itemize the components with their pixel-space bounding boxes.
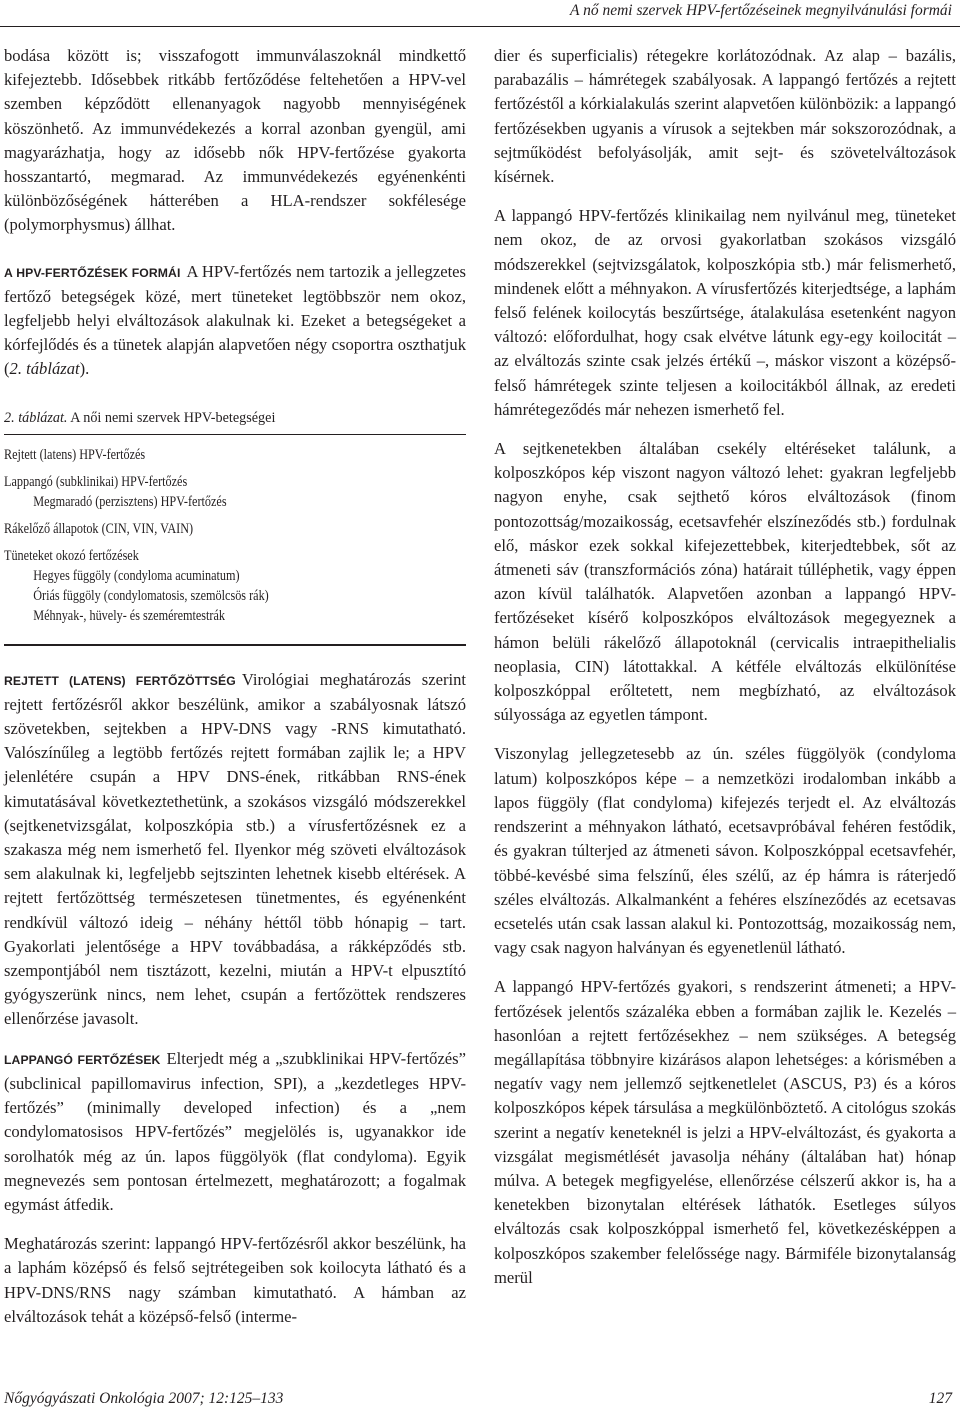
table-row: Megmaradó (perzisztens) HPV-fertőzés [33,493,227,510]
paragraph-latent-infections [4,1047,466,1217]
paragraph: dier és superficialis) rétegekre korlátozódnak. Az alap – bazális, parabazális – hámrétegek szabályosak. A lappangó fertőzés a rejtett fertőzéstől a kórkialakulás szerint alapvetően különbözik: a lappangó fertőzésekben ugyanis a vírusok a sejtekben már sokszorozódnak, a sejtműködést befolyásolják, amit sejt- és szövetelváltozások kísérnek. [494,46,956,187]
table-group [4,546,466,626]
table-label: 2. táblázat. [4,409,68,426]
left-column [4,44,466,1329]
page-number: 127 [928,1390,952,1407]
table-group [4,519,466,539]
table-group [4,445,466,465]
paragraph: A lappangó HPV-fertőzés gyakori, s rendszerint átmeneti; a HPV-fertőzések jelentős százaléka ebben a formában zajlik le. Kezelés – hasonlóan a rejtett fertőzésekhez – nem szükséges. A betegség megállapítása többnyire kizárásos alapon lehetséges: a kórismében a negatív vagy nem jellemző sejtkenetlelet (ASCUS, P3) és a kóros kolposzkópos képek társulása a megkülönböztető. A citológus szokás szerint a negatív keneteknél is jelzi a HPV-elváltozást, és gyakorta a vizsgálat megismétlését javasolja néhány (általában hat) hónap múlva. A betegek megfigyelése, ellenőrzése célszerű akkor is, ha a kenetekben bizonytalan eltérések láthatók. Esetleges súlyos elváltozás csak kolposzkóppal ismerhető fel, következésképpen a kolposzkópos szakember felelőssége nagy. Bármiféle bizonytalanság merül [494,977,956,1287]
section-heading: REJTETT (LATENS) FERTŐZÖTTSÉG [4,673,236,688]
table-reference: 2. táblázat [9,359,80,379]
table-row: Tüneteket okozó fertőzések [4,547,139,564]
table-row: Rejtett (latens) HPV-fertőzés [4,446,146,463]
table-caption [4,408,466,434]
right-column [494,44,956,1290]
section-heading: A HPV-FERTŐZÉSEK FORMÁI [4,265,181,280]
header-rule [0,26,960,27]
paragraph-hpv-forms [4,260,466,382]
table-group [4,472,466,512]
table-row: Lappangó (subklinikai) HPV-fertőzés [4,473,188,490]
table-row: Óriás függöly (condylomatosis, szemölcsös rák) [33,587,269,604]
section-heading: LAPPANGÓ FERTŐZÉSEK [4,1052,161,1067]
paragraph: Meghatározás szerint: lappangó HPV-fertőzésről akkor beszélünk, ha a laphám középső és felső sejtrétegeiben sok koilocyta látható és a HPV-DNS/RNS nagy számban kimutatható. A hámban az elváltozások tehát a középső-felső (interme- [4,1234,466,1326]
paragraph-text: A HPV-fertőzés nem tartozik a jellegzetes fertőző betegségek közé, mert tüneteket legtöbbször nem okoz, legfeljebb helyi elváltozások alakulnak ki. Ezeket a betegségeket a kórfejlődés és a tünetek alapján alapvetően négy csoportra oszthatjuk ( [4,261,466,379]
journal-citation: Nőgyógyászati Onkológia 2007; 12:125–133 [4,1390,284,1407]
table-row: Rákelőző állapotok (CIN, VIN, VAIN) [4,520,194,537]
paragraph: A lappangó HPV-fertőzés klinikailag nem nyilvánul meg, tüneteket nem okoz, de az orvosi gyakorlatban szokásos vizsgáló módszerekkel (sejtvizsgálatok, kolposzkópia stb.) már felismerhető, mindenek előtt a méhnyakon. A vírusfertőzés kiterjedtsége, a laphám felső felének koilocytás beszűrtsége, átalakulása esetenként nagyon változó: előfordulhat, hogy csak elvétve látunk egy-egy koilocitát – az elváltozás szinte csak jelzés értékű –, máskor viszont a középső-felső hámrétegek szinte teljesen a koilocitákból állnak, az eredeti hámrétegeződés már nehezen ismerhető fel. [494,206,956,419]
table-bottom-rule [4,644,466,646]
paragraph-text: ). [79,359,90,379]
paragraph-latent [4,668,466,1032]
running-header: A nő nemi szervek HPV-fertőzéseinek megnyilvánulási formái [570,2,952,19]
table-2 [4,408,466,646]
paragraph: Viszonylag jellegzetesebb az ún. széles függölyök (condyloma latum) kolposzkópos képe – a nemzetközi irodalomban inkább a lapos függöly (flat condyloma) kifejezés terjedt el. Az elváltozás rendszerint a méhnyakon látható, ecetsavpróbával fehéren festődik, és gyakran túlterjed az átmeneti sávon. Kolposzkóppal ecetsavfehér, többé-kevésbé sima felszínű, éles szélű, az ép hámra is ráterjedő széles elváltozás. Alkalmanként a fehéres elszíneződés az ecetsavas ecsetelés után csak lassan alakul ki. Pontozottság, mozaikosság nem, vagy csak nagyon halványan és egyenetlenül látható. [494,744,956,958]
table-row: Hegyes függöly (condyloma acuminatum) [33,567,240,584]
table-body [4,435,466,638]
paragraph-text: Virológiai meghatározás szerint rejtett fertőzésről akkor beszélünk, amikor a szabályosnak látszó szövetekben, sejtekben a HPV-DNS vagy -RNS kimutatható. Valószínűleg a legtöbb fertőzés rejtett formában zajlik le; a HPV jelenlétére csupán a HPV DNS-ének, ritkábban RNS-ének kimutatásával következtethetünk, a szokásos vizsgáló módszerekkel (sejtkenetvizsgálat, kolposzkópia stb.) a vírusfertőzésnek ez a szakasza még nem ismerhető fel. Ilyenkor még szöveti elváltozások sem alakulnak ki, legfeljebb sejtszinten lehetnek kisebb eltérések. A rejtett fertőzöttség természetesen tünetmentes, és egyénenként rendkívül változó ideig – néhány héttől több hónapig – tart. Gyakorlati jelentősége a HPV továbbadása, a rákképződés stb. szempontjából nem tisztázott, kezelni, miután a HPV-t elpusztító gyógyszerünk nincs, nem lehet, csupán a fertőzöttek rendszeres ellenőrzése javasolt. [4,669,466,1029]
paragraph: A sejtkenetekben általában csekély eltéréseket találunk, a kolposzkópos kép viszont nagyon változó lehet: gyakran legfeljebb nagyon enyhe, csak sejthető kóros elváltozások (finom pontozottság/mozaikosság, ecetsavfehér elszíneződés stb.) fordulnak elő, máskor ezek sokkal kifejezettebbek, kiterjedtebbek, sőt az átmeneti sáv (transzformációs zóna) határait túlléphetik, vagy éppen azon kívül találhatók. Alapvetően azonban a lappangó HPV-fertőzéseket kísérő kolposzkópos elváltozások megegyeznek a hámon belüli rákelőző állapotoknál (cervicalis intraepithelialis neoplasia, CIN) látottakkal. A kétféle elváltozás elkülönítése kolposzkóppal erőltetett, nem megbízható, az elváltozások súlyossága az egyetlen támpont. [494,439,956,725]
table-title: A női nemi szervek HPV-betegségei [70,409,276,426]
paragraph-text: Elterjedt még a „szubklinikai HPV-fertőzés” (subclinical papillomavirus infection, SPI), a „kezdetleges HPV-fertőzés” (minimally developed infection) és a „nem condylomatosisos HPV-fertőzés” megjelölés is, ugyanakkor ide sorolhatók még az ún. lapos függölyök (flat condyloma). Egyik megnevezés sem pontosan értelmezett, meghatározott; a fogalmak egymást átfedik. [4,1048,466,1214]
paragraph: bodása között is; visszafogott immunválaszoknál mindkettő kifejeztebb. Idősebbek ritkább fertőződése feltehetően a HPV-vel szemben képződött ellenanyagok nagyobb mennyiségének köszönhető. Az immunvédekezés a korral azonban gyengül, ami magyarázhatja, hogy az idősebb nők HPV-fertőzése gyakorta hosszantartó, megmarad. Az immunvédekezés egyénenkénti különbözőségének hátterében a HLA-rendszer sokfélesége (polymorphysmus) állhat. [4,46,466,235]
table-row: Méhnyak-, hüvely- és szeméremtestrák [33,607,226,624]
